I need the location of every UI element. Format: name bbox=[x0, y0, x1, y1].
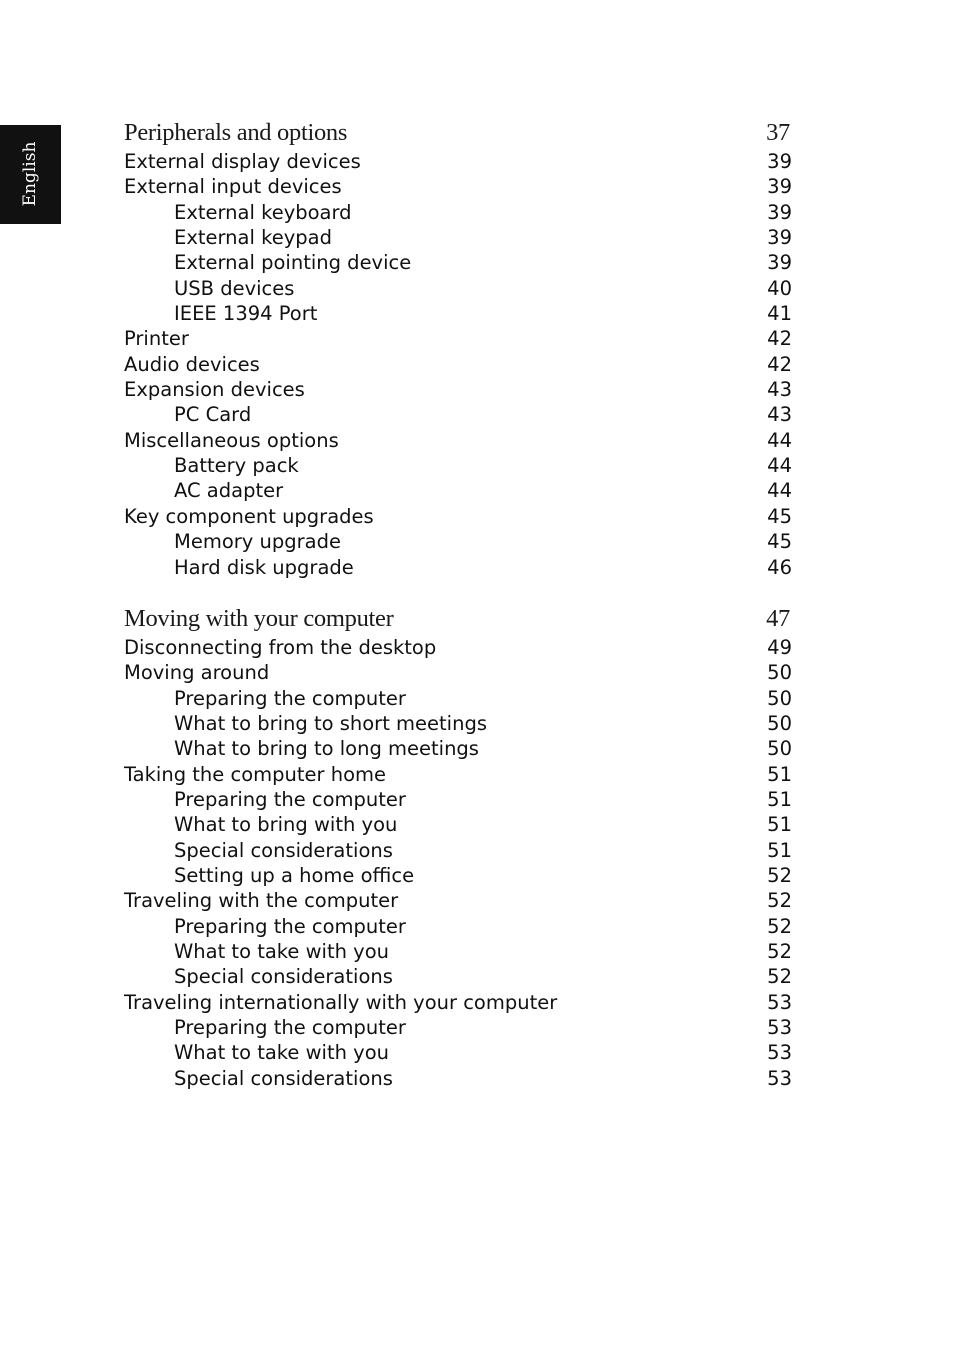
toc-subentry[interactable] bbox=[124, 1040, 794, 1065]
entry-title: Preparing the computer bbox=[174, 787, 406, 811]
toc-subentry[interactable] bbox=[124, 914, 794, 939]
entry-title: What to take with you bbox=[174, 1041, 389, 1065]
toc-subentry[interactable] bbox=[124, 1066, 794, 1091]
toc-subentry[interactable] bbox=[124, 964, 794, 989]
toc-subentry[interactable] bbox=[124, 555, 794, 580]
entry-page-number: 42 bbox=[767, 327, 792, 351]
entry-page-number: 41 bbox=[767, 302, 792, 326]
section-page-number: 47 bbox=[766, 604, 790, 632]
table-of-contents bbox=[124, 119, 794, 1091]
entry-page-number: 39 bbox=[767, 251, 792, 275]
entry-page-number: 50 bbox=[767, 686, 792, 710]
entry-title: Preparing the computer bbox=[174, 686, 406, 710]
toc-subentry[interactable] bbox=[124, 478, 794, 503]
entry-page-number: 45 bbox=[767, 504, 792, 528]
toc-entry[interactable] bbox=[124, 377, 794, 402]
entry-page-number: 52 bbox=[767, 939, 792, 963]
entry-page-number: 44 bbox=[767, 479, 792, 503]
entry-title: External keyboard bbox=[174, 200, 352, 224]
toc-subentry[interactable] bbox=[124, 863, 794, 888]
toc-subentry[interactable] bbox=[124, 225, 794, 250]
entry-title: Printer bbox=[124, 327, 189, 351]
entry-page-number: 39 bbox=[767, 226, 792, 250]
toc-entry[interactable] bbox=[124, 762, 794, 787]
entry-title: Preparing the computer bbox=[174, 1016, 406, 1039]
entry-page-number: 50 bbox=[767, 737, 792, 761]
language-label: English bbox=[20, 141, 40, 207]
entry-page-number: 52 bbox=[767, 965, 792, 989]
entry-title: Setting up a home office bbox=[174, 863, 415, 887]
entry-title: What to take with you bbox=[174, 939, 389, 963]
toc-entry[interactable] bbox=[124, 504, 794, 529]
entry-title: External input devices bbox=[124, 175, 342, 199]
entry-title: Special considerations bbox=[174, 838, 393, 862]
entry-title: What to bring to short meetings bbox=[174, 711, 487, 735]
entry-page-number: 53 bbox=[767, 1041, 792, 1065]
entry-page-number: 46 bbox=[767, 555, 792, 579]
toc-subentry[interactable] bbox=[124, 1015, 794, 1040]
entry-title: Traveling internationally with your computer bbox=[124, 990, 558, 1014]
toc-entry[interactable] bbox=[124, 635, 794, 660]
entry-title: External pointing device bbox=[174, 251, 412, 275]
section-title: Peripherals and options bbox=[124, 119, 348, 146]
toc-entry[interactable] bbox=[124, 149, 794, 174]
entry-title: Special considerations bbox=[174, 1066, 393, 1090]
toc-subentry[interactable] bbox=[124, 838, 794, 863]
entry-title: Disconnecting from the desktop bbox=[124, 635, 437, 659]
entry-page-number: 43 bbox=[767, 378, 792, 402]
toc-subentry[interactable] bbox=[124, 736, 794, 761]
entry-page-number: 52 bbox=[767, 889, 792, 913]
entry-title: Moving around bbox=[124, 661, 270, 685]
entry-title: What to bring to long meetings bbox=[174, 737, 479, 761]
toc-subentry[interactable] bbox=[124, 402, 794, 427]
entry-page-number: 39 bbox=[767, 175, 792, 199]
entry-page-number: 45 bbox=[767, 530, 792, 554]
entry-title: Special considerations bbox=[174, 965, 393, 989]
entry-page-number: 50 bbox=[767, 661, 792, 685]
entry-title: Memory upgrade bbox=[174, 530, 341, 554]
toc-entry[interactable] bbox=[124, 352, 794, 377]
entry-title: External keypad bbox=[174, 226, 332, 250]
entry-title: Taking the computer home bbox=[124, 762, 387, 786]
entry-page-number: 51 bbox=[767, 762, 792, 786]
toc-entry[interactable] bbox=[124, 888, 794, 913]
toc-subentry[interactable] bbox=[124, 250, 794, 275]
entry-page-number: 42 bbox=[767, 352, 792, 376]
section-heading[interactable] bbox=[124, 605, 794, 637]
entry-title: Battery pack bbox=[174, 454, 299, 478]
entry-page-number: 53 bbox=[767, 990, 792, 1014]
entry-page-number: 51 bbox=[767, 838, 792, 862]
toc-entry[interactable] bbox=[124, 428, 794, 453]
toc-subentry[interactable] bbox=[124, 939, 794, 964]
entry-page-number: 49 bbox=[767, 635, 792, 659]
toc-section bbox=[124, 605, 794, 1091]
toc-subentry[interactable] bbox=[124, 686, 794, 711]
entry-page-number: 43 bbox=[767, 403, 792, 427]
toc-section bbox=[124, 119, 794, 580]
toc-subentry[interactable] bbox=[124, 276, 794, 301]
language-side-tab bbox=[0, 125, 61, 224]
toc-subentry[interactable] bbox=[124, 787, 794, 812]
section-heading[interactable] bbox=[124, 119, 794, 151]
entry-page-number: 50 bbox=[767, 711, 792, 735]
toc-subentry[interactable] bbox=[124, 529, 794, 554]
entry-page-number: 39 bbox=[767, 150, 792, 173]
entry-page-number: 53 bbox=[767, 1066, 792, 1090]
toc-entry[interactable] bbox=[124, 174, 794, 199]
section-page-number: 37 bbox=[766, 119, 790, 146]
entry-title: Audio devices bbox=[124, 352, 260, 376]
entry-title: Preparing the computer bbox=[174, 914, 406, 938]
entry-page-number: 44 bbox=[767, 454, 792, 478]
entry-title: Miscellaneous options bbox=[124, 428, 339, 452]
entry-title: Key component upgrades bbox=[124, 504, 374, 528]
entry-page-number: 40 bbox=[767, 276, 792, 300]
entry-page-number: 39 bbox=[767, 200, 792, 224]
toc-entry-list bbox=[124, 149, 794, 580]
entry-title: IEEE 1394 Port bbox=[174, 302, 318, 326]
toc-subentry[interactable] bbox=[124, 711, 794, 736]
toc-entry-list bbox=[124, 635, 794, 1091]
entry-title: Traveling with the computer bbox=[124, 889, 399, 913]
entry-page-number: 44 bbox=[767, 428, 792, 452]
toc-subentry[interactable] bbox=[124, 200, 794, 225]
entry-title: PC Card bbox=[174, 403, 252, 427]
toc-entry[interactable] bbox=[124, 990, 794, 1015]
entry-title: AC adapter bbox=[174, 479, 284, 503]
entry-title: USB devices bbox=[174, 276, 295, 300]
entry-page-number: 51 bbox=[767, 787, 792, 811]
entry-title: What to bring with you bbox=[174, 813, 398, 837]
entry-title: Hard disk upgrade bbox=[174, 555, 354, 579]
toc-entry[interactable] bbox=[124, 660, 794, 685]
entry-page-number: 53 bbox=[767, 1016, 792, 1039]
toc-entry[interactable] bbox=[124, 326, 794, 351]
entry-title: External display devices bbox=[124, 150, 361, 173]
toc-subentry[interactable] bbox=[124, 453, 794, 478]
entry-page-number: 52 bbox=[767, 914, 792, 938]
toc-subentry[interactable] bbox=[124, 301, 794, 326]
entry-page-number: 52 bbox=[767, 863, 792, 887]
entry-title: Expansion devices bbox=[124, 378, 305, 402]
toc-subentry[interactable] bbox=[124, 812, 794, 837]
section-title: Moving with your computer bbox=[124, 604, 394, 632]
entry-page-number: 51 bbox=[767, 813, 792, 837]
